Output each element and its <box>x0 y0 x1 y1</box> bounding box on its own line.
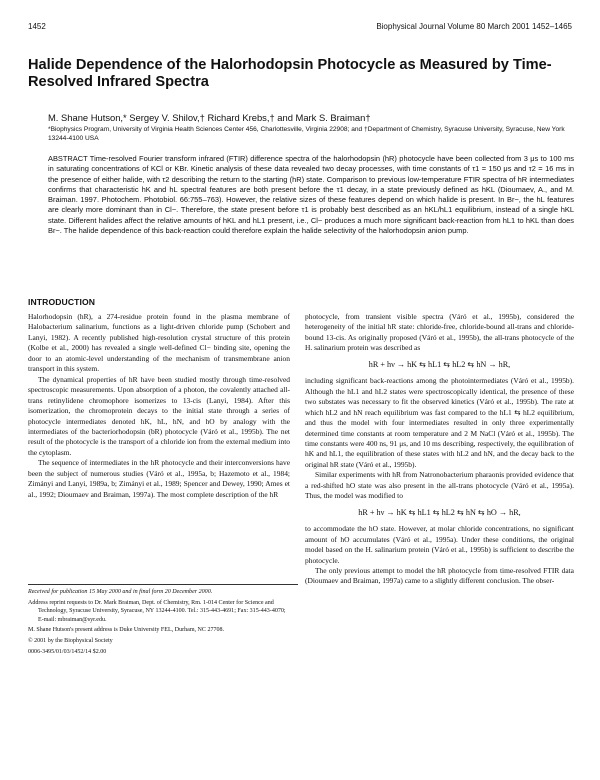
intro-paragraph-6: Similar experiments with hR from Natronobacterium pharaonis provided evidence that a red-shifted hO state was also present in the all-trans photocycle (Váró et al., 1995a). Thus, the model was modified to <box>305 470 574 501</box>
photocycle-equation-2: hR + hν → hK ⇆ hL1 ⇆ hL2 ⇆ hN ⇆ hO → hR, <box>358 507 521 517</box>
page-number: 1452 <box>28 22 46 31</box>
right-column <box>305 312 574 587</box>
intro-paragraph-1: Halorhodopsin (hR), a 274-residue protein found in the plasma membrane of Halobacterium salinarium, functions as a light-driven chloride pump (Schobert and Lanyi, 1982). A recently published high-resolution crystal structure of this protein (Kolbe et al., 2000) has revealed a single well-defined Cl− binding site, opening the door to an atomic-level understanding of the mechanism of transmembrane anion transport in this system. <box>28 312 290 374</box>
author-list: M. Shane Hutson,* Sergey V. Shilov,† Richard Krebs,† and Mark S. Braiman† <box>48 112 371 123</box>
journal-citation: Biophysical Journal Volume 80 March 2001 1452–1465 <box>376 22 572 31</box>
intro-paragraph-8: The only previous attempt to model the hR photocycle from time-resolved FTIR data (Dioumaev and Braiman, 1997a) came to a slightly different conclusion. The obser- <box>305 565 574 586</box>
footnote-present-address: M. Shane Hutson's present address is Duke University FEL, Durham, NC 27708. <box>28 627 225 634</box>
footnote-reprint-requests: Address reprint requests to Dr. Mark Braiman, Dept. of Chemistry, Rm. 1-014 Center for Science and Technology, Syracuse University, Syracuse, NY 13244-4100. Tel.: 315-443-4691; Fax: 315-443-4070; E-mail: mbraiman@syr.edu. <box>28 599 286 623</box>
abstract-text: ABSTRACT Time-resolved Fourier transform infrared (FTIR) difference spectra of the halorhodopsin (hR) photocycle have been collected from 3 μs to 100 ms in saturating concentrations of KCl or KBr. Kinetic analysis of these data revealed two decay processes, with time constants of τ1 = 150 μs and τ2 = 16 ms in the presence of either halide, with τ2 describing the return to the starting (hR) state. Comparison to previous low-temperature FTIR spectra of hR intermediates confirms that characteristic hK and hL spectral features are both present before the τ1 decay, in a state previously defined as hKL (Dioumaev, A., and M. Braiman. 1997. Photochem. Photobiol. 66:755–763). However, the relative sizes of these features depend on which halide is present. In Br−, the hL features are clearly more dominant than in Cl−. Therefore, the state present before τ1 is probably best described as an hKL/hL1 equilibrium, instead of a single hKL state. Different halides affect the relative amounts of hKL and hL1 present, i.e., Cl− produces a much more significant back-reaction from hL1 to hKL than does Br−. The halide dependence of this back-reaction could therefore explain the halide selectivity of the halorhodopsin anion pump. <box>48 154 574 236</box>
section-heading-introduction: INTRODUCTION <box>28 297 96 307</box>
footnote-divider <box>28 584 298 585</box>
footnotes <box>28 588 290 658</box>
footnote-received: Received for publication 15 May 2000 and in final form 20 December 2000. <box>28 589 213 595</box>
intro-paragraph-5: including significant back-reactions among the photointermediates (Váró et al., 1995b). Although the hL1 and hL2 states were spectroscopically identical, the presence of these two substates was necessary to fit the observed kinetics (Váró et al., 1995b). The rate at which hL2 and hN reach equilibrium was fast compared to the hL1 ⇆ hL2 equilibrium, and thus the model with four intermediates resulted in only three experimentally determined time constants at room temperature and 2 M NaCl (Váró et al., 1995b). The time constants were 400 ns, 91 μs, and 10 ms describing, respectively, the equilibration of hK and hL1, the equilibration of these states with hL2 and hN, and the decay back to the original hR state (Váró et al., 1995b). <box>305 376 574 469</box>
intro-paragraph-4: photocycle, from transient visible spectra (Váró et al., 1995b), considered the heterogeneity of the initial hR state: chloride-free, chloride-bound all-trans and chloride-bound 13-cis. As originally proposed (Váró et al., 1995b), the all-trans photocycle of the H. salinarium protein was described as <box>305 312 574 353</box>
author-affiliations: *Biophysics Program, University of Virginia Health Sciences Center 456, Charlottesville, Virginia 22908; and †Department of Chemistry, Syracuse University, Syracuse, New York 13244-4100 USA <box>48 126 565 142</box>
article-title: Halide Dependence of the Halorhodopsin Photocycle as Measured by Time-Resolved Infrared Spectra <box>28 57 552 90</box>
intro-paragraph-2: The dynamical properties of hR have been studied mostly through time-resolved spectroscopic measurements. Upon absorption of a photon, the covalently attached all-trans retinylidene chromophore isomerizes to 13-cis (Lanyi, 1984). After this isomerization, the chromoprotein decays to the initial state through a series of photocycle intermediates denoted hK, hL, hN, and hO by analogy with the intermediates of the bacteriorhodopsin (bR) photocycle (Váró et al., 1995b). The net result of the photocycle is the transport of a chloride ion from the external medium into the cytoplasm. <box>28 374 290 457</box>
running-head <box>28 22 572 34</box>
intro-paragraph-7: to accommodate the hO state. However, at molar chloride concentrations, no significant amount of hO accumulates (Váró et al., 1995a). Under these conditions, the original model based on the H. salinarium protein (Váró et al., 1995b) is sufficient to describe the photocycle. <box>305 524 574 565</box>
abstract <box>48 154 574 236</box>
footnote-copyright: © 2001 by the Biophysical Society <box>28 637 113 644</box>
footnote-issn: 0006-3495/01/03/1452/14 $2.00 <box>28 648 107 655</box>
intro-paragraph-3: The sequence of intermediates in the hR photocycle and their interconversions have been the subject of numerous studies (Váró et al., 1995a, b; Hazemoto et al., 1984; Zimányi and Lanyi, 1989a, b; Zimányi et al., 1989; Spencer and Dewey, 1990; Ames et al., 1992; Dioumaev and Braiman, 1997a). The most complete description of the hR <box>28 458 290 499</box>
photocycle-equation-1: hR + hν → hK ⇆ hL1 ⇆ hL2 ⇆ hN → hR, <box>368 359 511 369</box>
left-column <box>28 312 290 500</box>
